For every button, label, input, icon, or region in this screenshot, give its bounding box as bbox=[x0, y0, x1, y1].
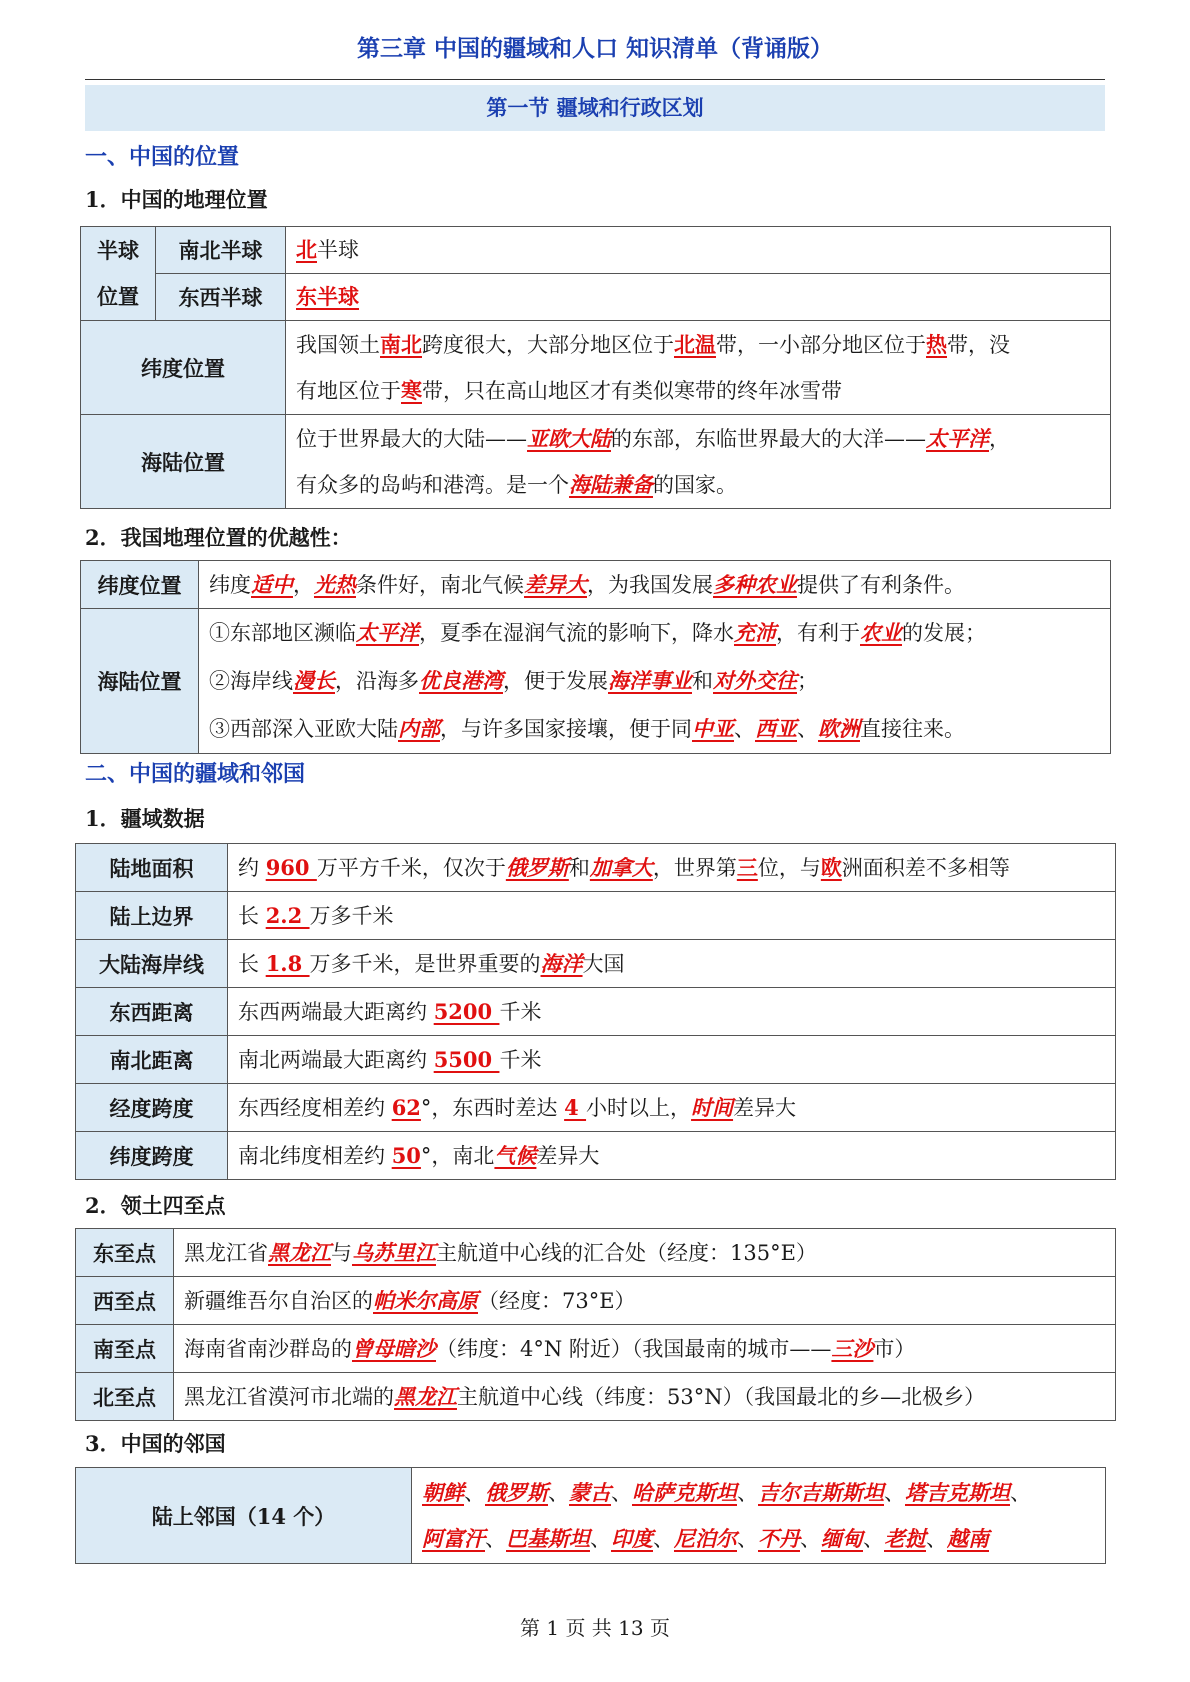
table-row bbox=[76, 1229, 1116, 1277]
longitude-span-value: 东西经度相差约 62°，东西时差达 4 小时以上，时间差异大 bbox=[228, 1084, 1116, 1132]
latitude-span-value: 南北纬度相差约 50°，南北气候差异大 bbox=[228, 1132, 1116, 1180]
latitude-value: 我国领土南北跨度很大，大部分地区位于北温带，一小部分地区位于热带，没 有地区位于寒带，只在高山地区才有类似寒带的终年冰雪带 bbox=[286, 321, 1111, 415]
ew-hemisphere-value: 东半球 bbox=[286, 274, 1111, 321]
table-row bbox=[76, 892, 1116, 940]
land-neighbors-label: 陆上邻国（14 个） bbox=[76, 1468, 412, 1564]
south-point-label: 南至点 bbox=[76, 1325, 174, 1373]
table-row bbox=[76, 988, 1116, 1036]
land-border-value: 长 2.2 万多千米 bbox=[228, 892, 1116, 940]
land-area-label: 陆地面积 bbox=[76, 844, 228, 892]
adv-sea-land-value: ①东部地区濒临太平洋，夏季在湿润气流的影响下，降水充沛，有利于农业的发展； ②海岸线漫长，沿海多优良港湾，便于发展海洋事业和对外交往； ③西部深入亚欧大陆内部，与许多国家接壤，便于同中亚、西亚、欧洲直接往来。 bbox=[199, 609, 1111, 754]
land-neighbors-value: 朝鲜、俄罗斯、蒙古、哈萨克斯坦、吉尔吉斯斯坦、塔吉克斯坦、 阿富汗、巴基斯坦、印度、尼泊尔、不丹、缅甸、老挝、越南 bbox=[412, 1468, 1106, 1564]
extreme-points-table bbox=[75, 1228, 1116, 1421]
ew-hemisphere-label: 东西半球 bbox=[156, 274, 286, 321]
table-row bbox=[81, 415, 1111, 509]
coastline-value: 长 1.8 万多千米，是世界重要的海洋大国 bbox=[228, 940, 1116, 988]
coastline-label: 大陆海岸线 bbox=[76, 940, 228, 988]
ew-distance-value: 东西两端最大距离约 5200 千米 bbox=[228, 988, 1116, 1036]
heading-extreme-points: 2．领土四至点 bbox=[85, 1193, 226, 1218]
west-point-value: 新疆维吾尔自治区的帕米尔高原（经度：73°E） bbox=[174, 1277, 1116, 1325]
ns-hemisphere-value: 北半球 bbox=[286, 227, 1111, 274]
adv-sea-land-label: 海陆位置 bbox=[81, 609, 199, 754]
land-area-value: 约 960 万平方千米，仅次于俄罗斯和加拿大，世界第三位，与欧洲面积差不多相等 bbox=[228, 844, 1116, 892]
table-row bbox=[76, 1373, 1116, 1421]
page-footer: 第 1 页 共 13 页 bbox=[520, 1616, 670, 1640]
south-point-value: 海南省南沙群岛的曾母暗沙（纬度：4°N 附近）（我国最南的城市——三沙市） bbox=[174, 1325, 1116, 1373]
table-row bbox=[81, 274, 1111, 321]
heading-territory: 二、中国的疆域和邻国 bbox=[85, 761, 306, 787]
heading-advantages: 2．我国地理位置的优越性： bbox=[85, 525, 352, 550]
heading-neighbors: 3．中国的邻国 bbox=[85, 1431, 226, 1456]
title-divider bbox=[85, 79, 1105, 80]
table-row bbox=[76, 1036, 1116, 1084]
adv-latitude-value: 纬度适中，光热条件好，南北气候差异大，为我国发展多种农业提供了有利条件。 bbox=[199, 561, 1111, 609]
neighbors-table bbox=[75, 1467, 1106, 1564]
latitude-label: 纬度位置 bbox=[81, 321, 286, 415]
table-row bbox=[81, 561, 1111, 609]
heading-china-position: 一、中国的位置 bbox=[85, 144, 240, 170]
table-row bbox=[76, 1325, 1116, 1373]
land-border-label: 陆上边界 bbox=[76, 892, 228, 940]
table-row bbox=[81, 227, 1111, 274]
section-title: 第一节 疆域和行政区划 bbox=[85, 85, 1105, 131]
ew-distance-label: 东西距离 bbox=[76, 988, 228, 1036]
longitude-span-label: 经度跨度 bbox=[76, 1084, 228, 1132]
ns-distance-label: 南北距离 bbox=[76, 1036, 228, 1084]
east-point-value: 黑龙江省黑龙江与乌苏里江主航道中心线的汇合处（经度：135°E） bbox=[174, 1229, 1116, 1277]
advantages-table bbox=[80, 560, 1111, 754]
sea-land-label: 海陆位置 bbox=[81, 415, 286, 509]
table-row bbox=[76, 1277, 1116, 1325]
table-row bbox=[76, 1468, 1106, 1564]
table-row bbox=[81, 321, 1111, 415]
territory-data-table bbox=[75, 843, 1116, 1180]
north-point-label: 北至点 bbox=[76, 1373, 174, 1421]
east-point-label: 东至点 bbox=[76, 1229, 174, 1277]
ns-distance-value: 南北两端最大距离约 5500 千米 bbox=[228, 1036, 1116, 1084]
table-row bbox=[76, 844, 1116, 892]
heading-geo-position: 1．中国的地理位置 bbox=[85, 187, 268, 212]
table-row bbox=[76, 940, 1116, 988]
table-row bbox=[76, 1084, 1116, 1132]
hemisphere-header: 半球 位置 bbox=[81, 227, 156, 321]
adv-latitude-label: 纬度位置 bbox=[81, 561, 199, 609]
heading-territory-data: 1．疆域数据 bbox=[85, 806, 205, 831]
table-row bbox=[81, 609, 1111, 754]
geo-position-table bbox=[80, 226, 1111, 509]
sea-land-value: 位于世界最大的大陆——亚欧大陆的东部，东临世界最大的大洋——太平洋， 有众多的岛屿和港湾。是一个海陆兼备的国家。 bbox=[286, 415, 1111, 509]
west-point-label: 西至点 bbox=[76, 1277, 174, 1325]
ns-hemisphere-label: 南北半球 bbox=[156, 227, 286, 274]
document-title: 第三章 中国的疆域和人口 知识清单（背诵版） bbox=[356, 35, 833, 62]
latitude-span-label: 纬度跨度 bbox=[76, 1132, 228, 1180]
table-row bbox=[76, 1132, 1116, 1180]
north-point-value: 黑龙江省漠河市北端的黑龙江主航道中心线（纬度：53°N）（我国最北的乡—北极乡） bbox=[174, 1373, 1116, 1421]
